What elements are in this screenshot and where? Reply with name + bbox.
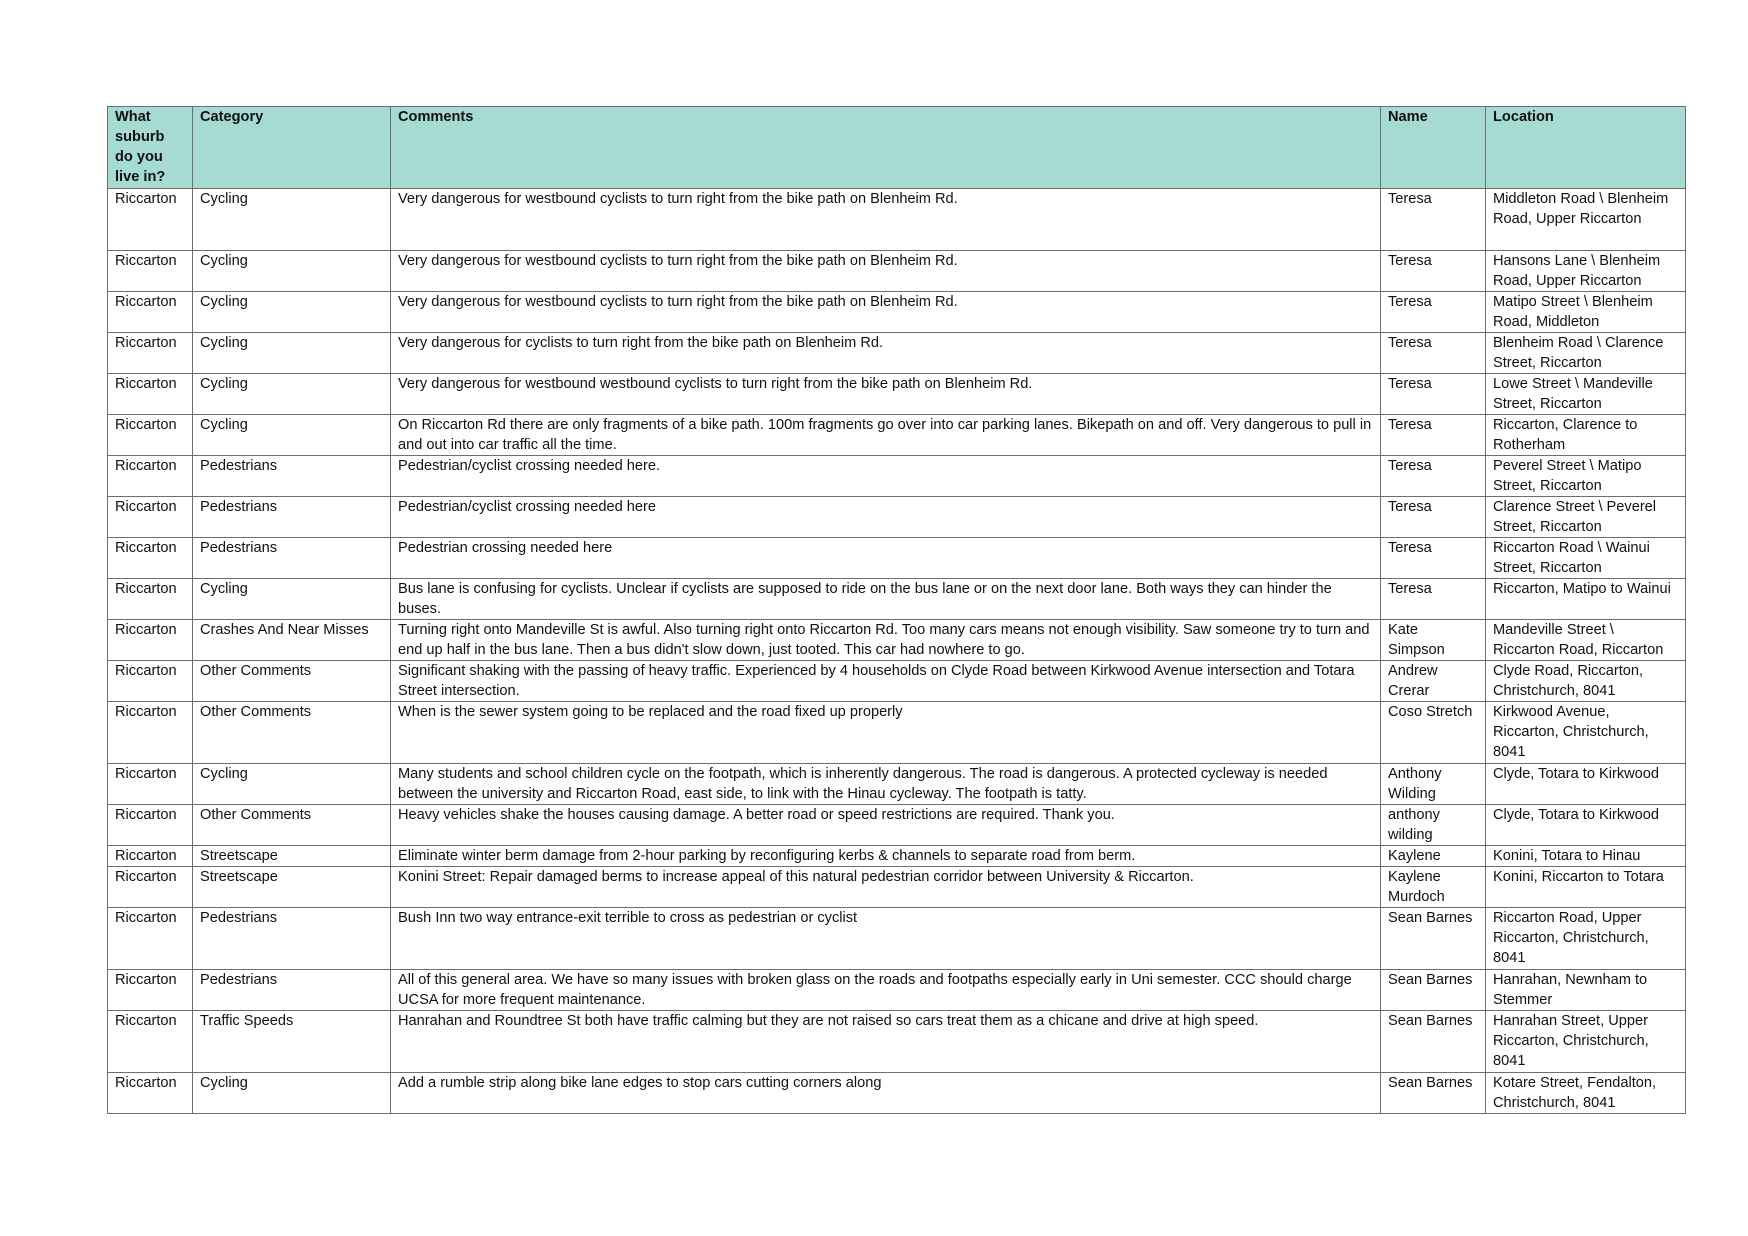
cell-suburb: Riccarton (108, 846, 193, 867)
cell-location: Hanrahan Street, Upper Riccarton, Christchurch, 8041 (1486, 1011, 1686, 1073)
table-row (108, 702, 1686, 764)
table-row (108, 292, 1686, 333)
cell-category: Cycling (193, 415, 391, 456)
header-suburb: What suburb do you live in? (108, 107, 193, 189)
cell-comment: Very dangerous for westbound cyclists to turn right from the bike path on Blenheim Rd. (391, 292, 1381, 333)
table-row (108, 497, 1686, 538)
cell-suburb: Riccarton (108, 189, 193, 251)
cell-comment: Very dangerous for westbound westbound cyclists to turn right from the bike path on Blenheim Rd. (391, 374, 1381, 415)
cell-name: Sean Barnes (1381, 908, 1486, 970)
cell-comment: Hanrahan and Roundtree St both have traffic calming but they are not raised so cars treat them as a chicane and drive at high speed. (391, 1011, 1381, 1073)
cell-comment: All of this general area. We have so many issues with broken glass on the roads and footpaths especially early in Uni semester. CCC should charge UCSA for more frequent maintenance. (391, 970, 1381, 1011)
cell-suburb: Riccarton (108, 497, 193, 538)
cell-suburb: Riccarton (108, 292, 193, 333)
cell-category: Streetscape (193, 846, 391, 867)
table-row (108, 661, 1686, 702)
cell-suburb: Riccarton (108, 1011, 193, 1073)
cell-name: Sean Barnes (1381, 1011, 1486, 1073)
header-category: Category (193, 107, 391, 189)
cell-comment: Very dangerous for westbound cyclists to turn right from the bike path on Blenheim Rd. (391, 251, 1381, 292)
cell-category: Cycling (193, 189, 391, 251)
cell-category: Cycling (193, 579, 391, 620)
cell-suburb: Riccarton (108, 456, 193, 497)
cell-comment: Bush Inn two way entrance-exit terrible to cross as pedestrian or cyclist (391, 908, 1381, 970)
table-row (108, 1011, 1686, 1073)
cell-suburb: Riccarton (108, 620, 193, 661)
cell-location: Hansons Lane \ Blenheim Road, Upper Riccarton (1486, 251, 1686, 292)
table-body (108, 189, 1686, 1114)
cell-location: Hanrahan, Newnham to Stemmer (1486, 970, 1686, 1011)
cell-name: Andrew Crerar (1381, 661, 1486, 702)
cell-name: Anthony Wilding (1381, 764, 1486, 805)
cell-suburb: Riccarton (108, 415, 193, 456)
cell-comment: Add a rumble strip along bike lane edges to stop cars cutting corners along (391, 1073, 1381, 1114)
cell-location: Lowe Street \ Mandeville Street, Riccarton (1486, 374, 1686, 415)
cell-name: Sean Barnes (1381, 970, 1486, 1011)
table-row (108, 579, 1686, 620)
table-row (108, 1073, 1686, 1114)
cell-comment: Many students and school children cycle on the footpath, which is inherently dangerous. The road is dangerous. A protected cycleway is needed between the university and Riccarton Road, east side, to link with the Hinau cycleway. The footpath is tatty. (391, 764, 1381, 805)
cell-location: Mandeville Street \ Riccarton Road, Riccarton (1486, 620, 1686, 661)
cell-suburb: Riccarton (108, 867, 193, 908)
cell-comment: Pedestrian/cyclist crossing needed here. (391, 456, 1381, 497)
cell-suburb: Riccarton (108, 702, 193, 764)
cell-name: Teresa (1381, 292, 1486, 333)
cell-suburb: Riccarton (108, 764, 193, 805)
cell-name: Teresa (1381, 251, 1486, 292)
cell-comment: When is the sewer system going to be replaced and the road fixed up properly (391, 702, 1381, 764)
cell-category: Cycling (193, 1073, 391, 1114)
cell-comment: Heavy vehicles shake the houses causing damage. A better road or speed restrictions are required. Thank you. (391, 805, 1381, 846)
table-row (108, 333, 1686, 374)
cell-location: Clyde, Totara to Kirkwood (1486, 805, 1686, 846)
cell-name: Teresa (1381, 189, 1486, 251)
cell-comment: On Riccarton Rd there are only fragments of a bike path. 100m fragments go over into car parking lanes. Bikepath on and off. Very dangerous to pull in and out into car traffic all the time. (391, 415, 1381, 456)
cell-name: anthony wilding (1381, 805, 1486, 846)
header-location: Location (1486, 107, 1686, 189)
cell-location: Riccarton, Clarence to Rotherham (1486, 415, 1686, 456)
cell-name: Sean Barnes (1381, 1073, 1486, 1114)
cell-location: Blenheim Road \ Clarence Street, Riccarton (1486, 333, 1686, 374)
cell-comment: Significant shaking with the passing of heavy traffic. Experienced by 4 households on Clyde Road between Kirkwood Avenue intersection and Totara Street intersection. (391, 661, 1381, 702)
cell-suburb: Riccarton (108, 970, 193, 1011)
cell-location: Kotare Street, Fendalton, Christchurch, 8041 (1486, 1073, 1686, 1114)
cell-category: Cycling (193, 251, 391, 292)
cell-location: Peverel Street \ Matipo Street, Riccarton (1486, 456, 1686, 497)
cell-category: Pedestrians (193, 497, 391, 538)
cell-category: Pedestrians (193, 456, 391, 497)
cell-location: Riccarton Road, Upper Riccarton, Christchurch, 8041 (1486, 908, 1686, 970)
cell-location: Riccarton Road \ Wainui Street, Riccarton (1486, 538, 1686, 579)
cell-location: Clyde, Totara to Kirkwood (1486, 764, 1686, 805)
cell-name: Kaylene (1381, 846, 1486, 867)
cell-suburb: Riccarton (108, 805, 193, 846)
cell-comment: Eliminate winter berm damage from 2-hour parking by reconfiguring kerbs & channels to separate road from berm. (391, 846, 1381, 867)
cell-name: Teresa (1381, 374, 1486, 415)
cell-name: Teresa (1381, 415, 1486, 456)
cell-suburb: Riccarton (108, 661, 193, 702)
cell-name: Kaylene Murdoch (1381, 867, 1486, 908)
header-name: Name (1381, 107, 1486, 189)
header-comments: Comments (391, 107, 1381, 189)
table-row (108, 970, 1686, 1011)
cell-category: Crashes And Near Misses (193, 620, 391, 661)
cell-category: Cycling (193, 292, 391, 333)
cell-category: Pedestrians (193, 908, 391, 970)
cell-name: Teresa (1381, 333, 1486, 374)
cell-category: Pedestrians (193, 538, 391, 579)
cell-location: Konini, Riccarton to Totara (1486, 867, 1686, 908)
cell-location: Konini, Totara to Hinau (1486, 846, 1686, 867)
cell-name: Teresa (1381, 538, 1486, 579)
cell-comment: Turning right onto Mandeville St is awful. Also turning right onto Riccarton Rd. Too many cars means not enough visibility. Saw someone try to turn and end up half in the bus lane. Then a bus didn't slow down, just tooted. This car had nowhere to go. (391, 620, 1381, 661)
cell-suburb: Riccarton (108, 579, 193, 620)
cell-comment: Pedestrian/cyclist crossing needed here (391, 497, 1381, 538)
cell-category: Other Comments (193, 805, 391, 846)
cell-name: Kate Simpson (1381, 620, 1486, 661)
table-header (108, 107, 1686, 189)
cell-category: Other Comments (193, 702, 391, 764)
cell-location: Riccarton, Matipo to Wainui (1486, 579, 1686, 620)
cell-location: Clyde Road, Riccarton, Christchurch, 8041 (1486, 661, 1686, 702)
cell-location: Clarence Street \ Peverel Street, Riccarton (1486, 497, 1686, 538)
cell-comment: Very dangerous for westbound cyclists to turn right from the bike path on Blenheim Rd. (391, 189, 1381, 251)
table-row (108, 908, 1686, 970)
cell-category: Streetscape (193, 867, 391, 908)
table-row (108, 374, 1686, 415)
cell-comment: Konini Street: Repair damaged berms to increase appeal of this natural pedestrian corridor between University & Riccarton. (391, 867, 1381, 908)
table-row (108, 251, 1686, 292)
feedback-table (107, 106, 1686, 1114)
table-row (108, 805, 1686, 846)
table-row (108, 456, 1686, 497)
cell-category: Other Comments (193, 661, 391, 702)
table-row (108, 846, 1686, 867)
cell-category: Traffic Speeds (193, 1011, 391, 1073)
cell-suburb: Riccarton (108, 1073, 193, 1114)
cell-suburb: Riccarton (108, 333, 193, 374)
cell-location: Matipo Street \ Blenheim Road, Middleton (1486, 292, 1686, 333)
cell-suburb: Riccarton (108, 538, 193, 579)
table-row (108, 538, 1686, 579)
cell-category: Cycling (193, 374, 391, 415)
cell-comment: Bus lane is confusing for cyclists. Unclear if cyclists are supposed to ride on the bus lane or on the next door lane. Both ways they can hinder the buses. (391, 579, 1381, 620)
table-row (108, 867, 1686, 908)
cell-suburb: Riccarton (108, 251, 193, 292)
cell-category: Pedestrians (193, 970, 391, 1011)
cell-name: Teresa (1381, 497, 1486, 538)
cell-name: Teresa (1381, 579, 1486, 620)
cell-suburb: Riccarton (108, 374, 193, 415)
cell-name: Teresa (1381, 456, 1486, 497)
cell-category: Cycling (193, 333, 391, 374)
header-row (108, 107, 1686, 189)
cell-category: Cycling (193, 764, 391, 805)
cell-name: Coso Stretch (1381, 702, 1486, 764)
cell-location: Kirkwood Avenue, Riccarton, Christchurch, 8041 (1486, 702, 1686, 764)
table-row (108, 189, 1686, 251)
document-page (107, 106, 1685, 1114)
table-row (108, 764, 1686, 805)
cell-suburb: Riccarton (108, 908, 193, 970)
cell-comment: Very dangerous for cyclists to turn right from the bike path on Blenheim Rd. (391, 333, 1381, 374)
table-row (108, 620, 1686, 661)
cell-location: Middleton Road \ Blenheim Road, Upper Riccarton (1486, 189, 1686, 251)
cell-comment: Pedestrian crossing needed here (391, 538, 1381, 579)
table-row (108, 415, 1686, 456)
